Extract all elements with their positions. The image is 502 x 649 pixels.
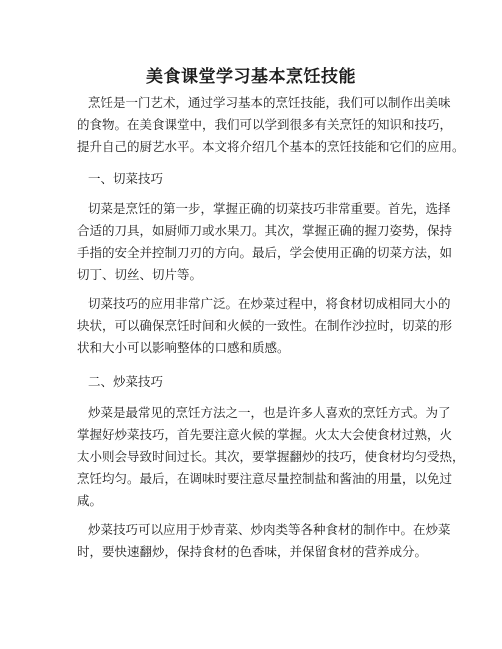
cutting-para2-line-2: 块状，可以确保烹饪时间和火候的一致性。在制作沙拉时，切菜的形 [77, 318, 453, 333]
cutting-para1-line-4: 切丁、切丝、切片等。 [77, 267, 203, 282]
frying-para2-line-1: 炒菜技巧可以应用于炒青菜、炒肉类等各种食材的制作中。在炒菜 [88, 522, 451, 537]
frying-para1-line-1: 炒菜是最常见的烹饪方法之一，也是许多人喜欢的烹饪方式。为了 [88, 405, 451, 420]
frying-para1-line-5: 咸。 [77, 493, 103, 508]
frying-para1-line-2: 掌握好炒菜技巧，首先要注意火候的掌握。火太大会使食材过熟，火 [77, 427, 453, 442]
section-heading-frying: 二、炒菜技巧 [88, 374, 164, 389]
frying-para1-line-4: 烹饪均匀。最后，在调味时要注意尽量控制盐和酱油的用量，以免过 [77, 471, 453, 486]
intro-line-3: 提升自己的厨艺水平。本文将介绍几个基本的烹饪技能和它们的应用。 [77, 139, 465, 154]
cutting-para1-line-3: 手指的安全并控制刀刃的方向。最后，学会使用正确的切菜方法，如 [77, 245, 453, 260]
intro-line-1: 烹饪是一门艺术，通过学习基本的烹饪技能，我们可以制作出美味 [88, 95, 451, 110]
cutting-para1-line-2: 合适的刀具，如厨师刀或水果刀。其次，掌握正确的握刀姿势，保持 [77, 223, 453, 238]
frying-para1-line-3: 太小则会导致时间过长。其次，要掌握翻炒的技巧，使食材均匀受热， [77, 449, 465, 464]
cutting-para2-line-1: 切菜技巧的应用非常广泛。在炒菜过程中，将食材切成相同大小的 [88, 296, 451, 311]
cutting-para2-line-3: 状和大小可以影响整体的口感和质感。 [77, 340, 290, 355]
intro-line-2: 的食物。在美食课堂中，我们可以学到很多有关烹饪的知识和技巧， [77, 117, 453, 132]
document-title: 美食课堂学习基本烹饪技能 [146, 67, 356, 87]
section-heading-cutting: 一、切菜技巧 [88, 171, 164, 186]
cutting-para1-line-1: 切菜是烹饪的第一步，掌握正确的切菜技巧非常重要。首先，选择 [88, 201, 451, 216]
frying-para2-line-2: 时，要快速翻炒，保持食材的色香味，并保留食材的营养成分。 [77, 544, 428, 559]
